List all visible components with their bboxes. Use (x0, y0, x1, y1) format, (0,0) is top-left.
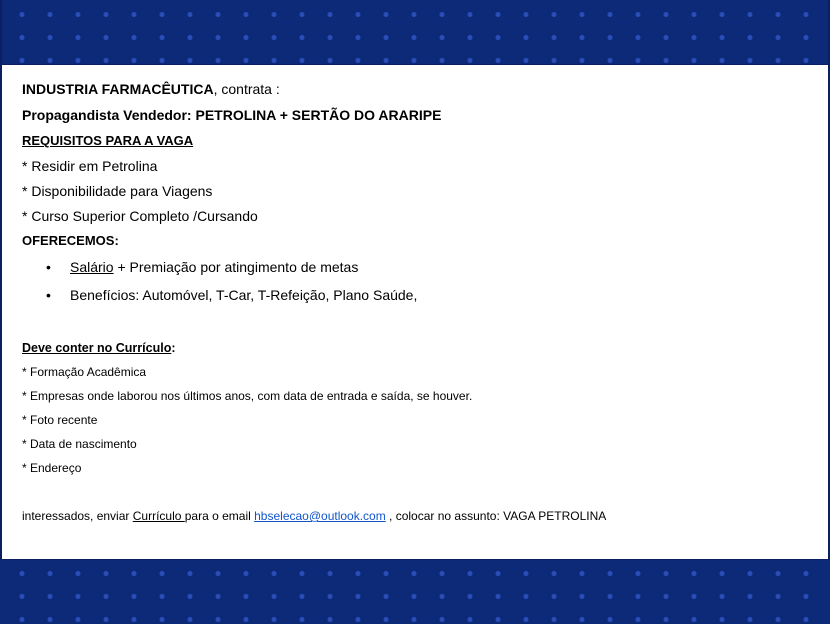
offer-heading: OFERECEMOS: (22, 233, 119, 248)
contact-suffix: , colocar no assunto: VAGA PETROLINA (385, 509, 607, 523)
cv-heading-text: Deve conter no Currículo (22, 341, 172, 355)
requirement-item: * Residir em Petrolina (22, 158, 158, 174)
cv-heading (22, 341, 176, 355)
top-decorative-band (0, 0, 830, 65)
cv-item: * Empresas onde laborou nos últimos anos, com data de entrada e saída, se houver. (22, 389, 473, 403)
bullet-icon: • (46, 287, 51, 303)
email-link[interactable]: hbselecao@outlook.com (254, 509, 386, 523)
cv-heading-colon: : (171, 341, 176, 355)
position-title: Propagandista Vendedor: PETROLINA + SERTÃO DO ARARIPE (22, 107, 442, 123)
company-line (22, 81, 280, 97)
contact-line (22, 509, 606, 523)
requirement-item: * Curso Superior Completo /Cursando (22, 208, 258, 224)
requirements-heading: REQUISITOS PARA A VAGA (22, 133, 194, 148)
cv-item: * Foto recente (22, 413, 98, 427)
contact-middle: para o email (184, 509, 255, 523)
cv-item: * Data de nascimento (22, 437, 137, 451)
salary-rest: + Premiação por atingimento de metas (113, 259, 359, 275)
cv-item: * Endereço (22, 461, 82, 475)
offer-item-salary (70, 259, 358, 275)
contact-prefix: interessados, enviar (22, 509, 133, 523)
salary-word: Salário (70, 259, 114, 275)
company-suffix: , contrata : (213, 81, 280, 97)
offer-item-benefits: Benefícios: Automóvel, T-Car, T-Refeição, Plano Saúde, (70, 287, 418, 303)
left-border (0, 0, 2, 623)
bullet-icon: • (46, 259, 51, 275)
requirement-item: * Disponibilidade para Viagens (22, 183, 213, 199)
cv-item: * Formação Acadêmica (22, 365, 147, 379)
bottom-decorative-band (0, 559, 830, 624)
contact-cv-word: Currículo (132, 509, 185, 523)
company-name: INDUSTRIA FARMACÊUTICA (22, 81, 214, 97)
